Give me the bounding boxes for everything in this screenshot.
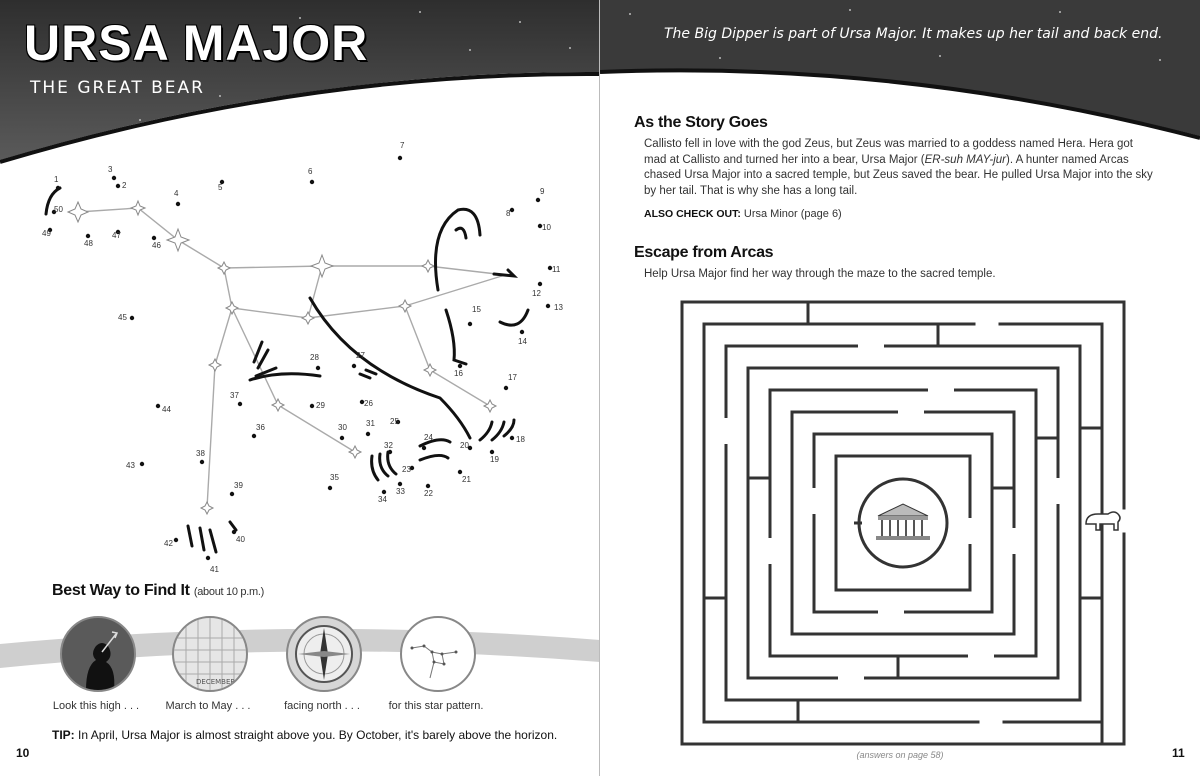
star-number-label: 45 [118, 313, 127, 322]
best-way-heading: Best Way to Find It (about 10 p.m.) [52, 582, 264, 599]
star-dot [536, 198, 540, 202]
star-number-label: 13 [554, 303, 563, 312]
compass-icon [286, 616, 362, 692]
star-number-label: 31 [366, 419, 375, 428]
star-number-label: 25 [390, 417, 399, 426]
star-dot [152, 236, 156, 240]
star-dot [310, 404, 314, 408]
star-number-label: 11 [552, 265, 561, 274]
star-number-label: 50 [54, 205, 63, 214]
star-dot [340, 436, 344, 440]
star-number-label: 32 [384, 441, 393, 450]
star-number-label: 20 [460, 441, 469, 450]
star-number-label: 34 [378, 495, 387, 504]
star-dot [538, 282, 542, 286]
star-dot [458, 470, 462, 474]
best-way-note: (about 10 p.m.) [193, 586, 264, 598]
star-number-label: 42 [164, 539, 173, 548]
star-number-label: 1 [54, 175, 59, 184]
star-number-label: 8 [506, 209, 511, 218]
star-number-label: 26 [364, 399, 373, 408]
star-dot [316, 366, 320, 370]
star-dot [230, 492, 234, 496]
star-number-label: 3 [108, 165, 113, 174]
dot-to-dot-puzzle [0, 130, 600, 580]
pronunciation: ER-suh MAY-jur [924, 153, 1006, 166]
page-title: URSA MAJOR [24, 15, 369, 71]
star-number-label: 15 [472, 305, 481, 314]
tip-label: TIP: [52, 728, 75, 742]
story-text: Callisto fell in love with the god Zeus, but Zeus was married to a goddess named Hera. Hera got mad at Callisto and turned her into a bear, Ursa Major (ER-suh MAY-jur). A hunter named Arcas chased Ursa Major into a sacred temple, but Zeus saved the bear. He pulled Ursa Major into the sky by her tail. That is why she has a long tail. [644, 138, 1153, 197]
star-dot [238, 402, 242, 406]
star-dot [398, 156, 402, 160]
star-pattern-icon [400, 616, 476, 692]
star-dot [56, 186, 60, 190]
star-dot [86, 234, 90, 238]
star-number-label: 37 [230, 391, 239, 400]
star-dot [422, 446, 426, 450]
star-number-label: 44 [162, 405, 171, 414]
caption-star-pattern: for this star pattern. [388, 700, 484, 712]
star-number-label: 30 [338, 423, 347, 432]
right-page [600, 0, 1200, 776]
story-heading: As the Story Goes [634, 114, 768, 131]
star-number-label: 12 [532, 289, 541, 298]
page-subtitle: THE GREAT BEAR [30, 78, 205, 98]
star-number-label: 22 [424, 489, 433, 498]
star-dot [130, 316, 134, 320]
star-number-label: 21 [462, 475, 471, 484]
star-dot [232, 530, 236, 534]
star-number-label: 19 [490, 455, 499, 464]
star-number-label: 47 [112, 231, 121, 240]
star-number-label: 16 [454, 369, 463, 378]
maze-instruction: Help Ursa Major find her way through the maze to the sacred temple. [644, 268, 996, 280]
answers-note: (answers on page 58) [856, 750, 944, 760]
maze-puzzle[interactable] [678, 298, 1128, 748]
caption-march-to-may: March to May . . . [165, 700, 251, 712]
star-number-label: 24 [424, 433, 433, 442]
star-dot [546, 304, 550, 308]
star-dot [112, 176, 116, 180]
star-dot [352, 364, 356, 368]
star-number-label: 43 [126, 461, 135, 470]
also-link-text: Ursa Minor (page 6) [743, 208, 842, 220]
star-dot [388, 450, 392, 454]
star-number-label: 14 [518, 337, 527, 346]
star-dot [468, 322, 472, 326]
star-number-label: 36 [256, 423, 265, 432]
star-number-label: 29 [316, 401, 325, 410]
star-dot [504, 386, 508, 390]
star-number-label: 27 [356, 351, 365, 360]
star-dot [328, 486, 332, 490]
star-number-label: 6 [308, 167, 313, 176]
star-number-label: 10 [542, 223, 551, 232]
star-number-label: 5 [218, 183, 223, 192]
star-dot [366, 432, 370, 436]
star-dot [398, 482, 402, 486]
also-label: ALSO CHECK OUT: [644, 208, 741, 220]
star-dot [426, 484, 430, 488]
page-number-right: 11 [1172, 746, 1185, 760]
header-quote: The Big Dipper is part of Ursa Major. It makes up her tail and back end. [664, 26, 1163, 42]
star-number-label: 28 [310, 353, 319, 362]
star-number-label: 17 [508, 373, 517, 382]
star-dot [382, 490, 386, 494]
star-dot [174, 538, 178, 542]
star-number-label: 38 [196, 449, 205, 458]
star-number-label: 46 [152, 241, 161, 250]
maze-heading: Escape from Arcas [634, 244, 774, 261]
star-number-label: 33 [396, 487, 405, 496]
caption-look-high: Look this high . . . [52, 700, 140, 712]
star-dot [176, 202, 180, 206]
star-number-label: 48 [84, 239, 93, 248]
star-dot [490, 450, 494, 454]
star-number-label: 7 [400, 141, 405, 150]
star-dot [458, 364, 462, 368]
star-dot [510, 208, 514, 212]
star-number-label: 23 [402, 465, 411, 474]
page-number-left: 10 [16, 746, 30, 760]
star-number-label: 40 [236, 535, 245, 544]
tip-text: TIP: In April, Ursa Major is almost straight above you. By October, it's barely above the horizon. [52, 728, 558, 742]
star-number-label: 18 [516, 435, 525, 444]
star-number-label: 4 [174, 189, 179, 198]
star-number-label: 39 [234, 481, 243, 490]
star-number-label: 35 [330, 473, 339, 482]
star-dot [140, 462, 144, 466]
star-dot [206, 556, 210, 560]
temple-icon [854, 479, 947, 567]
caption-facing-north: facing north . . . [284, 700, 360, 712]
also-check-out [644, 208, 842, 220]
calendar-month-label: DECEMBER [196, 678, 236, 686]
person-looking-up-icon [60, 616, 136, 692]
star-number-label: 9 [540, 187, 545, 196]
star-dot [520, 330, 524, 334]
star-number-label: 49 [42, 229, 51, 238]
star-dot [510, 436, 514, 440]
star-dot [252, 434, 256, 438]
star-number-label: 2 [122, 181, 127, 190]
star-dot [116, 184, 120, 188]
star-dot [200, 460, 204, 464]
star-dot [310, 180, 314, 184]
star-dot [156, 404, 160, 408]
star-number-label: 41 [210, 565, 219, 574]
calendar-icon [172, 616, 248, 692]
